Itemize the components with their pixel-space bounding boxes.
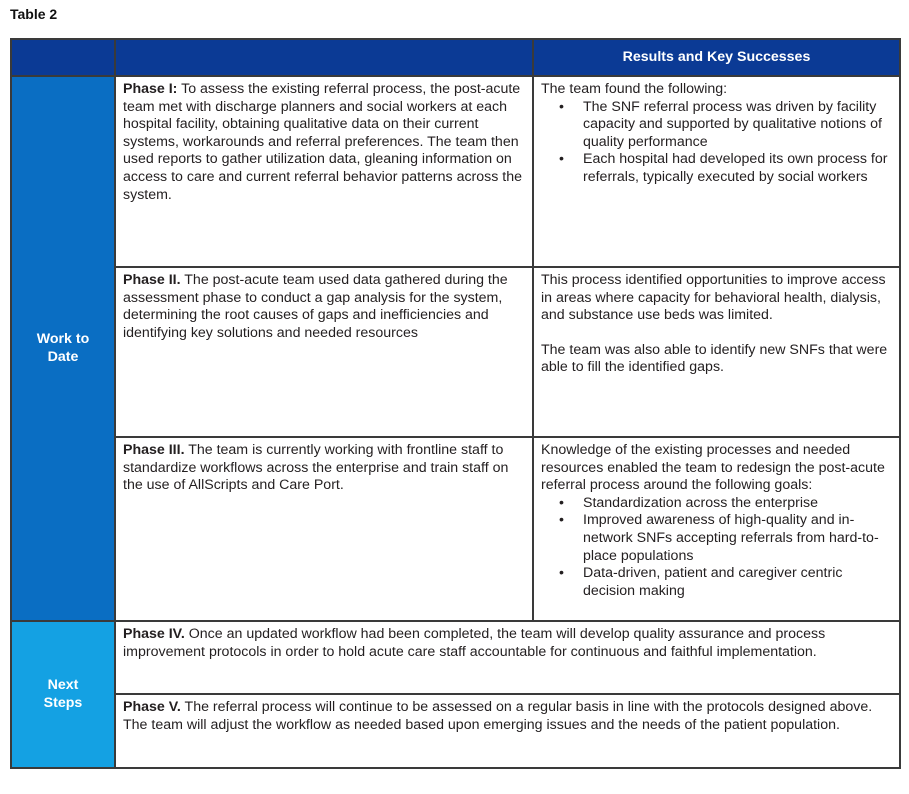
table-row: [11, 437, 900, 621]
work-to-date-label: [11, 76, 115, 621]
bullet-item: • Improved awareness of high-quality and in-network SNFs accepting referrals from hard-to-place populations: [583, 512, 892, 565]
phase-1-cell: [115, 76, 533, 267]
results-paragraph: The team was also able to identify new SNFs that were able to fill the identified gaps.: [541, 341, 888, 376]
bullet-item: • The SNF referral process was driven by facility capacity and supported by qualitative notions of quality performance: [583, 99, 892, 152]
next-steps-line2: Steps: [43, 694, 83, 711]
phase-label: Phase II.: [123, 272, 181, 288]
table-row: [11, 267, 900, 437]
results-header: Results and Key Successes: [533, 39, 900, 76]
table-row: [11, 621, 900, 694]
phase-5-cell: [115, 694, 900, 768]
phase-1-results-cell: [533, 76, 900, 267]
results-paragraph: This process identified opportunities to improve access in areas where capacity for behavioral health, dialysis, and substance use beds was limited.: [541, 272, 886, 324]
header-row: [11, 39, 900, 76]
results-table: [10, 38, 901, 769]
next-steps-label: [11, 621, 115, 768]
table-row: [11, 76, 900, 267]
bullet-item: • Data-driven, patient and caregiver centric decision making: [583, 565, 892, 600]
results-bullet-list: [541, 495, 892, 601]
work-to-date-line1: Work to: [36, 330, 90, 347]
bullet-item: • Each hospital had developed its own process for referrals, typically executed by social workers: [583, 151, 892, 186]
phase-2-cell: [115, 267, 533, 437]
phase-text: The post-acute team used data gathered during the assessment phase to conduct a gap analysis for the system, determining the root causes of gaps and inefficiencies and identifying key solutions and needed resources: [123, 272, 508, 341]
results-intro: The team found the following:: [541, 81, 728, 97]
phase-label: Phase IV.: [123, 626, 185, 642]
table-caption: Table 2: [10, 6, 58, 22]
bullet-item: • Standardization across the enterprise: [583, 495, 892, 513]
next-steps-line1: Next: [47, 676, 79, 693]
phase-text: Once an updated workflow had been completed, the team will develop quality assurance and process improvement protocols in order to hold acute care staff accountable for continuous and faithful implementation.: [123, 626, 826, 660]
phase-label: Phase V.: [123, 699, 181, 715]
phase-text: The team is currently working with frontline staff to standardize workflows across the enterprise and train staff on the use of AllScripts and Care Port.: [123, 442, 509, 494]
phase-3-cell: [115, 437, 533, 621]
work-to-date-line2: Date: [47, 348, 79, 365]
header-blank-cell: [115, 39, 533, 76]
phase-3-results-cell: [533, 437, 900, 621]
results-intro: Knowledge of the existing processes and needed resources enabled the team to redesign the post-acute referral process around the following goals:: [541, 442, 885, 494]
phase-text: To assess the existing referral process, the post-acute team met with discharge planners and social workers at each hospital facility, obtaining qualitative data on their current systems, workarounds and referral preferences. The team then used reports to gather utilization data, gleaning information on access to care and current referral behavior patterns across the system.: [123, 81, 523, 203]
phase-4-cell: [115, 621, 900, 694]
table-row: [11, 694, 900, 768]
phase-2-results-cell: [533, 267, 900, 437]
phase-label: Phase I:: [123, 81, 178, 97]
phase-label: Phase III.: [123, 442, 185, 458]
phase-text: The referral process will continue to be assessed on a regular basis in line with the protocols designed above. The team will adjust the workflow as needed based upon emerging issues and the needs of the patient population.: [123, 699, 873, 733]
results-bullet-list: [541, 99, 892, 187]
header-blank-cell: [11, 39, 115, 76]
